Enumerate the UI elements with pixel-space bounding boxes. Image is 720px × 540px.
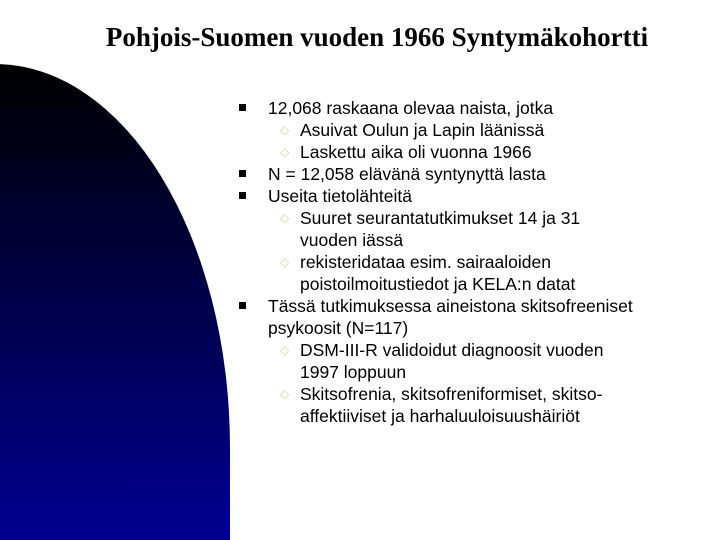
- sub-bullet-text-line: Skitsofrenia, skitsofreniformiset, skitso-: [300, 384, 603, 404]
- bullet-text: Useita tietolähteitä: [268, 186, 412, 206]
- bullet-item: [0, 185, 720, 207]
- bullet-item: [0, 163, 720, 185]
- diamond-bullet-icon: ◇: [280, 123, 290, 137]
- diamond-bullet-icon: ◇: [280, 145, 290, 159]
- square-bullet-icon: [239, 192, 246, 199]
- bullet-text: 12,068 raskaana olevaa naista, jotka: [268, 98, 554, 118]
- sub-bullet-text-line: DSM-III-R validoidut diagnoosit vuoden: [300, 340, 604, 360]
- bullet-text-line: psykoosit (N=117): [268, 318, 409, 338]
- sub-bullet-item: [0, 119, 720, 141]
- slide-title: Pohjois-Suomen vuoden 1966 Syntymäkohortti: [105, 22, 649, 52]
- sub-bullet-text-line: 1997 loppuun: [300, 362, 407, 382]
- sub-bullet-text-line: Suuret seurantatutkimukset 14 ja 31: [300, 208, 581, 228]
- square-bullet-icon: [239, 170, 246, 177]
- diamond-bullet-icon: ◇: [280, 255, 290, 269]
- sub-bullet-text: Asuivat Oulun ja Lapin läänissä: [300, 120, 545, 140]
- sub-bullet-item: [0, 141, 720, 163]
- sub-bullet-text: Laskettu aika oli vuonna 1966: [300, 142, 532, 162]
- diamond-bullet-icon: ◇: [280, 343, 290, 357]
- sub-bullet-item: [0, 339, 720, 383]
- sub-bullet-text-line: rekisteridataa esim. sairaaloiden: [300, 252, 551, 272]
- bullet-text-line: Tässä tutkimuksessa aineistona skitsofreeniset: [268, 296, 633, 316]
- sub-bullet-item: [0, 251, 720, 295]
- square-bullet-icon: [239, 302, 246, 309]
- bullet-item: [0, 97, 720, 119]
- bullet-item: [0, 295, 720, 339]
- sub-bullet-item: [0, 383, 720, 427]
- diamond-bullet-icon: ◇: [280, 387, 290, 401]
- bullet-text: N = 12,058 elävänä syntynyttä lasta: [268, 164, 546, 184]
- square-bullet-icon: [239, 104, 246, 111]
- sub-bullet-item: [0, 207, 720, 251]
- sub-bullet-text-line: vuoden iässä: [300, 230, 404, 250]
- bullet-list: [0, 97, 720, 427]
- diamond-bullet-icon: ◇: [280, 211, 290, 225]
- sub-bullet-text-line: poistoilmoitustiedot ja KELA:n datat: [300, 274, 576, 294]
- sub-bullet-text-line: affektiiviset ja harhaluuloisuushäiriöt: [300, 406, 580, 426]
